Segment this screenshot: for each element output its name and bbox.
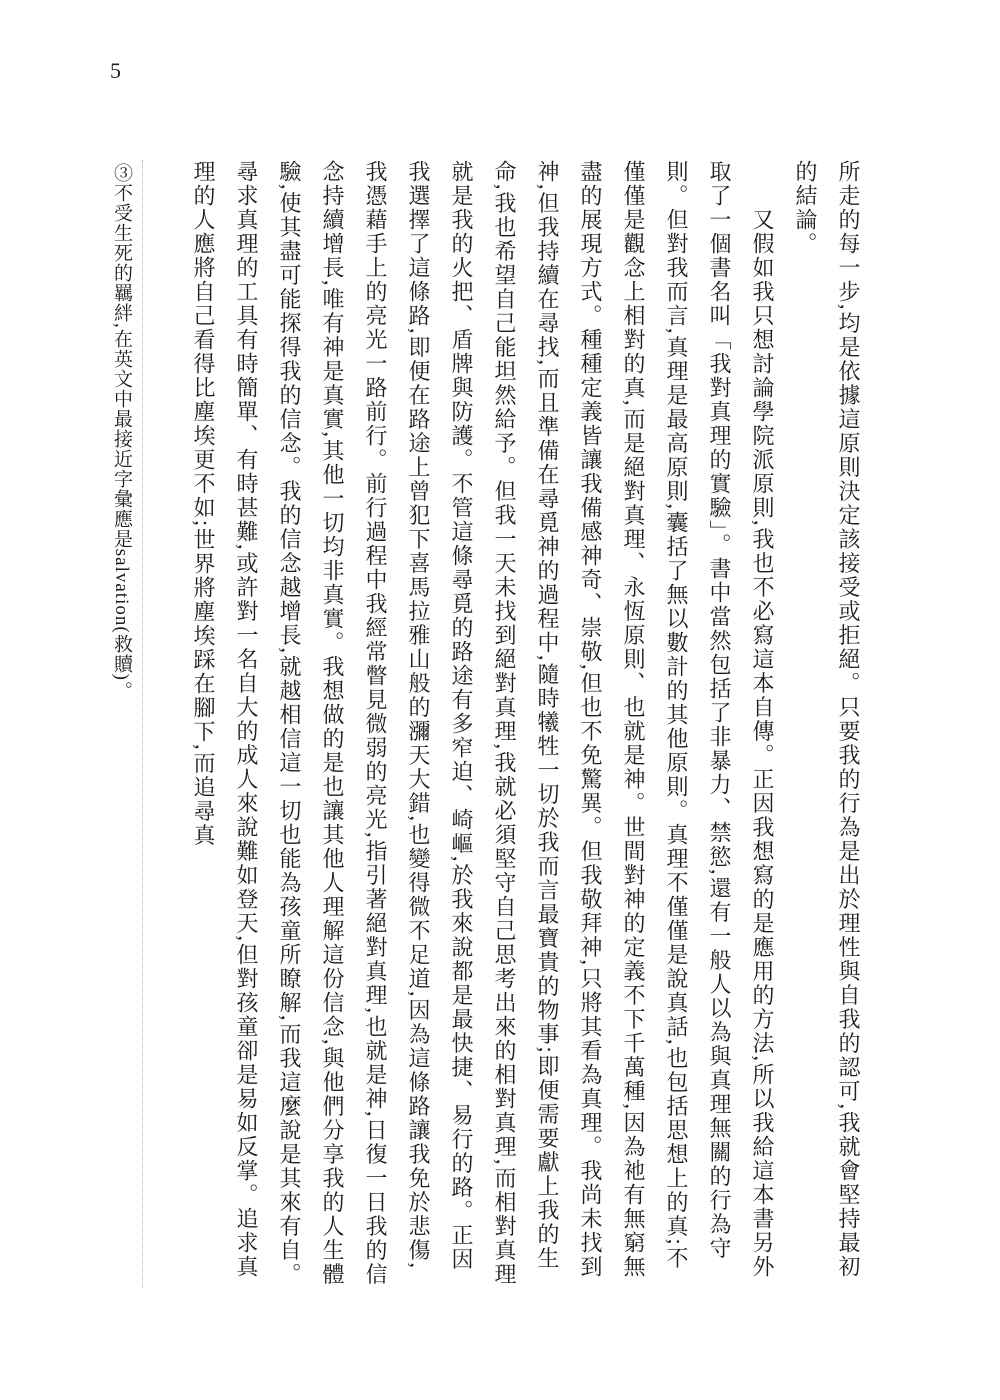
body-text (182, 160, 870, 1288)
footnote: ③不受生死的羈絆,在英文中最接近字彙應是salvation(救贖)。 (111, 163, 132, 702)
footnote-divider (142, 160, 143, 1288)
paragraph: 又假如我只想討論學院派原則,我也不必寫這本自傳。正因我想寫的是應用的方法,所以我給這本書另外取了一個書名叫「我對真理的實驗」。書中當然包括了非暴力、禁慾,還有一般人以為與真理無關的行為守則。但對我而言,真理是最高原則,囊括了無以數計的其他原則。真理不僅僅是說真話,也包括思想上的真;不僅僅是觀念上相對的真,而是絕對真理、永恆原則、也就是神。世間對神的定義不下千萬種,因為祂有無窮無盡的展現方式。種種定義皆讓我備感神奇、崇敬,但也不免驚異。但我敬拜神,只將其看為真理。我尚未找到神,但我持續在尋找,而且準備在尋覓神的過程中,隨時犧牲一切於我而言最寶貴的物事;即便需要獻上我的生命,我也希望自己能坦然給予。但我一天未找到絕對真理,我就必須堅守自己思考出來的相對真理,而相對真理就是我的火把、盾牌與防護。不管這條尋覓的路途有多窄迫、崎嶇,於我來說都是最快捷、易行的路。正因我選擇了這條路,即便在路途上曾犯下喜馬拉雅山般的瀰天大錯,也變得微不足道,因為這條路讓我免於悲傷,我憑藉手上的亮光一路前行。前行過程中我經常瞥見微弱的亮光,指引著絕對真理,也就是神,日復一日我的信念持續增長,唯有神是真實,其他一切均非真實。我想做的是也讓其他人理解這份信念,與他們分享我的人生體驗,使其盡可能探得我的信念。我的信念越增長,就越相信這一切也能為孩童所瞭解,而我這麼說是其來有自。尋求真理的工具有時簡單、有時甚難,或許對一名自大的成人來說難如登天,但對孩童卻是易如反掌。追求真理的人應將自己看得比塵埃更不如;世界將塵埃踩在腳下,而追尋真 (191, 160, 775, 1287)
paragraph-continuation: 所走的每一步,均是依據這原則決定該接受或拒絕。只要我的行為是出於理性與自我的認可,我就會堅持最初的結論。 (793, 160, 861, 1279)
page-number: 5 (110, 58, 121, 83)
